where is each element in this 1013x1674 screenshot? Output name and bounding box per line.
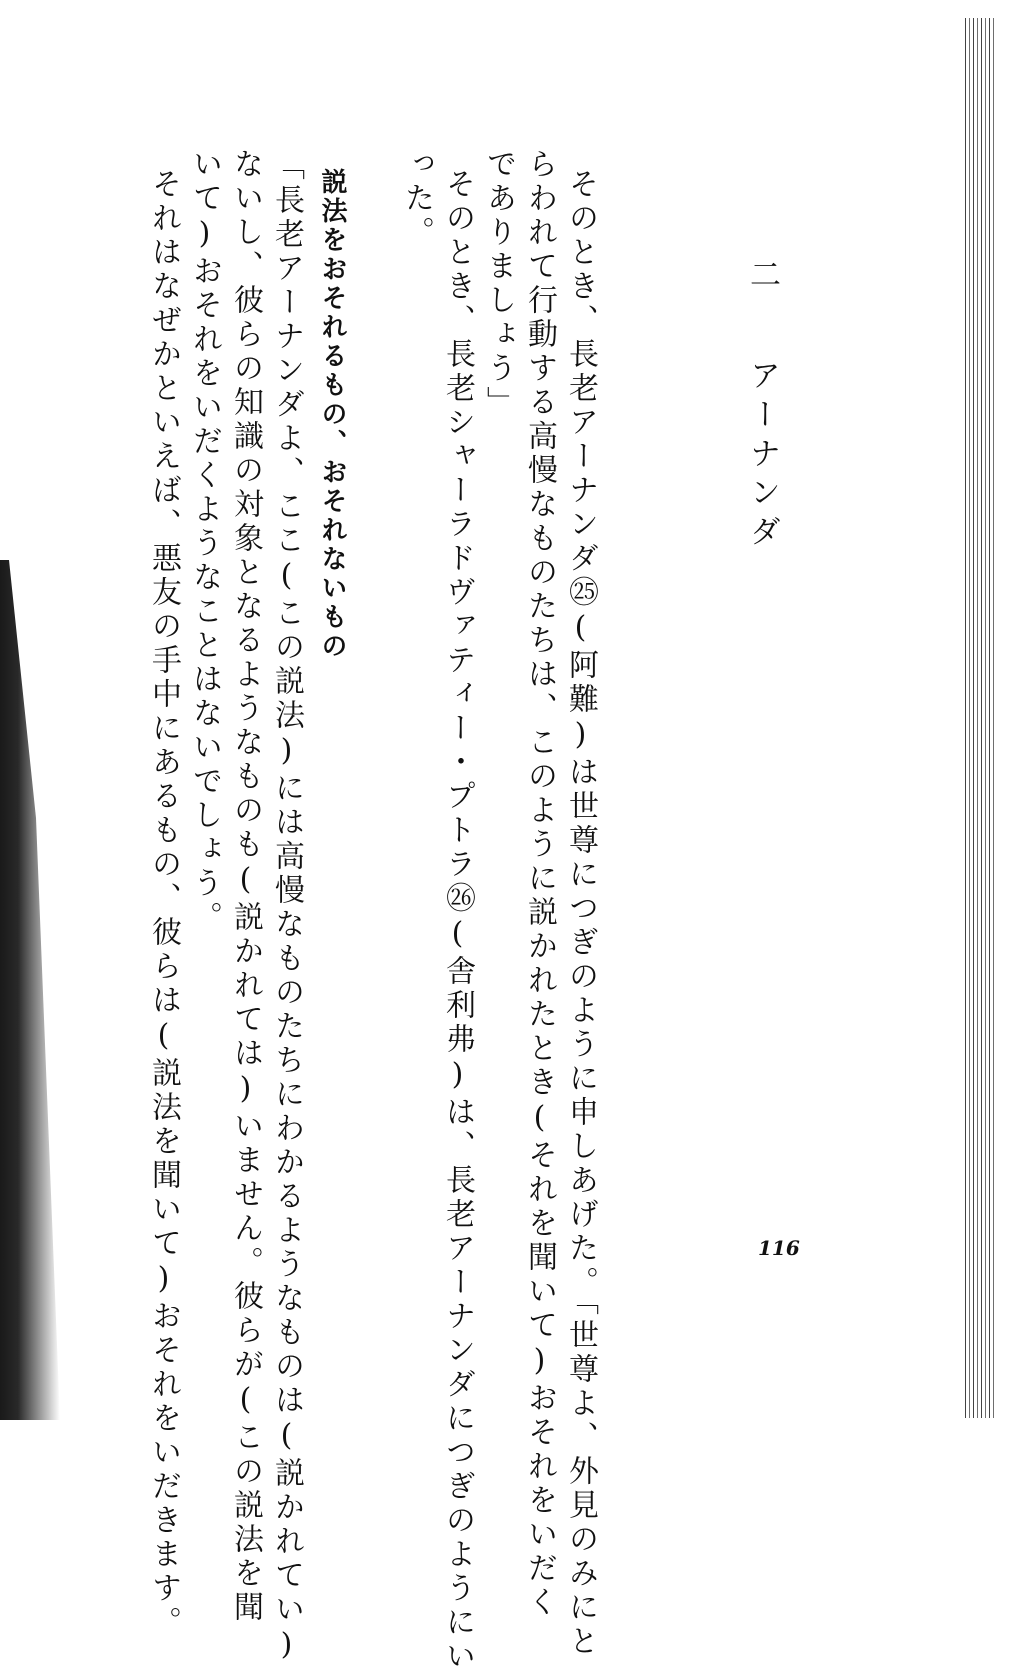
section-title: アーナンダ: [744, 359, 780, 554]
page-number: 116: [758, 1236, 800, 1260]
text-line: でありましょう」: [481, 148, 516, 420]
text-line: 「長老アーナンダよ、ここ(この説法)には高慢なものたちにわかるようなものは(説かれてい): [269, 150, 304, 1666]
text-line: らわれて行動する高慢なものたちは、このように説かれたとき(それを聞いて)おそれをいだく: [522, 148, 557, 1620]
section-number: 二: [744, 258, 780, 297]
subheading: 説法をおそれるもの、おそれないもの: [317, 168, 347, 661]
text-line: そのとき、長老アーナンダ㉕(阿難)は世尊につぎのように申しあげた。「世尊よ、外見のみにと: [563, 168, 598, 1659]
page-edge-artifact: [965, 18, 995, 1418]
section-heading: [740, 258, 785, 554]
text-line: ないし、彼らの知識の対象となるようなものも(説かれては)いません。彼らが(この説法を聞: [228, 148, 263, 1625]
text-line: そのとき、長老シャーラドヴァティー・プトラ㉖(舎利弗)は、長老アーナンダにつぎのようにい: [440, 168, 475, 1674]
scan-shadow-artifact: [0, 560, 60, 1420]
text-line: った。: [399, 148, 434, 250]
text-line: それはなぜかといえば、悪友の手中にあるもの、彼らは(説法を聞いて)おそれをいだきます。: [146, 168, 181, 1640]
text-line: いて)おそれをいだくようなことはないでしょう。: [187, 148, 222, 935]
